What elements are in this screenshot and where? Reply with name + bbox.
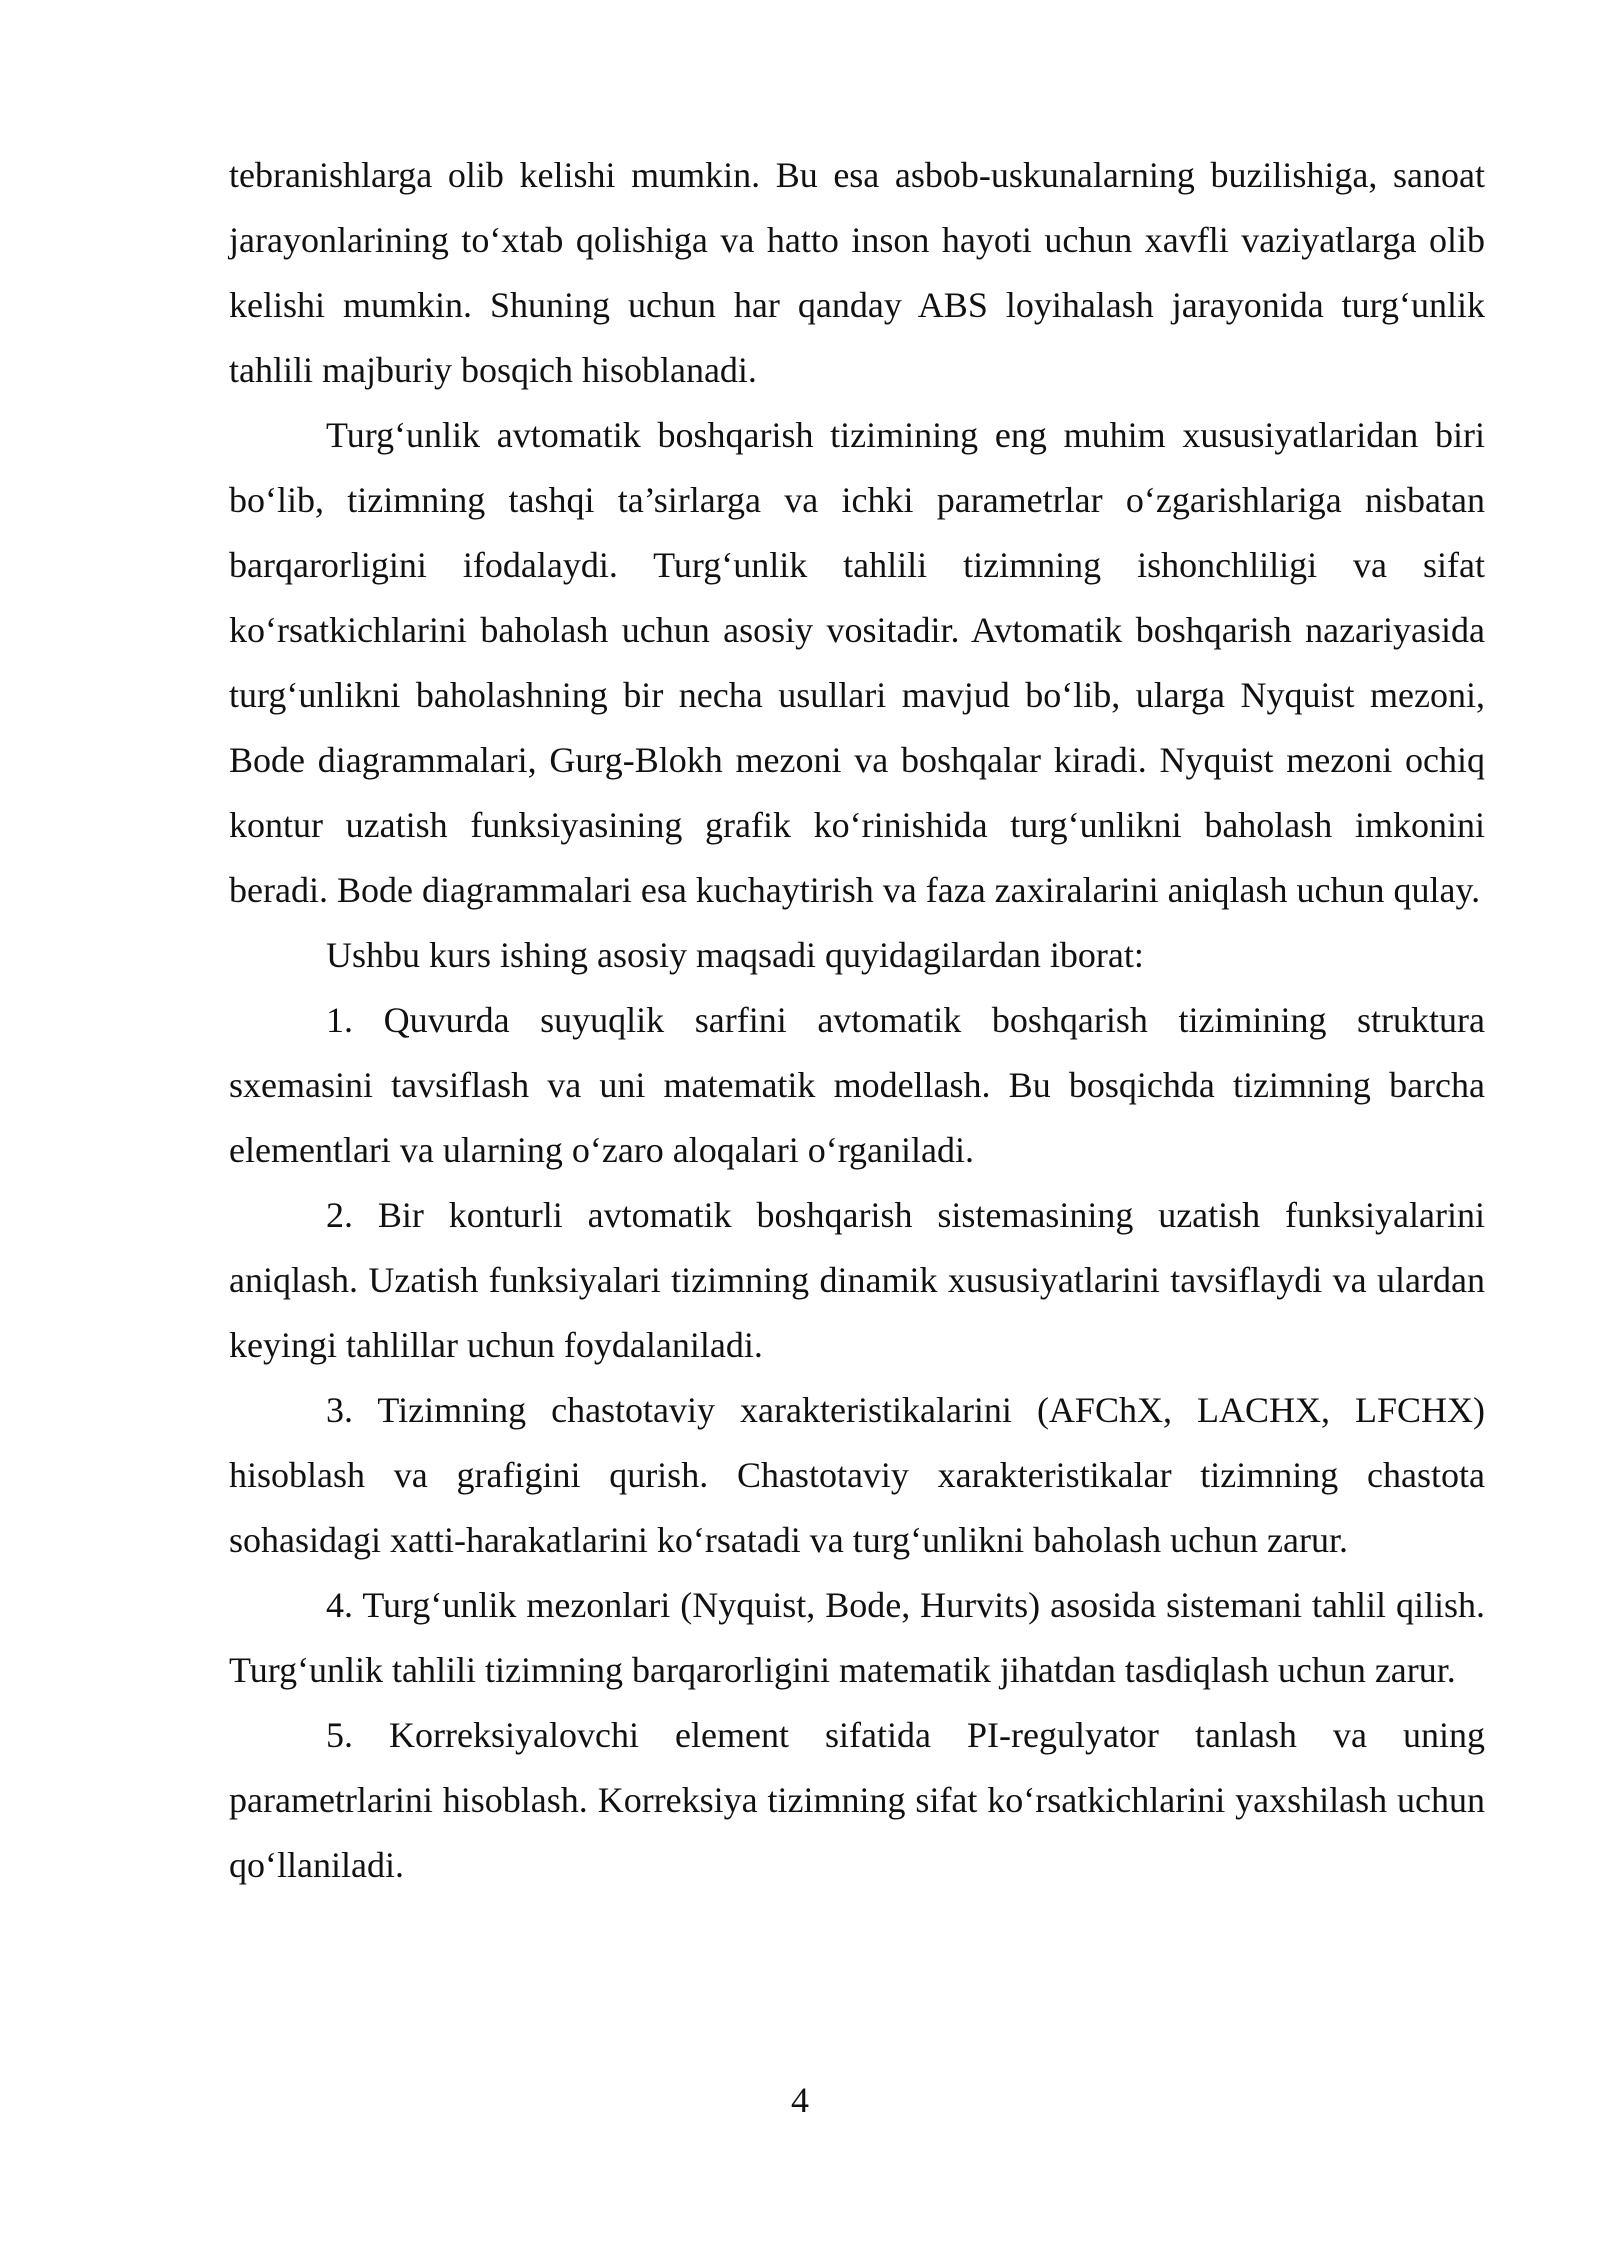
paragraph-stability-overview: Turg‘unlik avtomatik boshqarish tizimining eng muhim xususiyatlaridan biri bo‘lib, tizimning tashqi ta’sirlarga va ichki parametrlar o‘zgarishlariga nisbatan barqarorligini ifodalaydi. Turg‘unlik tahlili tizimning ishonchliligi va sifat ko‘rsatkichlarini baholash uchun asosiy vositadir. Avtomatik boshqarish nazariyasida turg‘unlikni baholashning bir necha usullari mavjud bo‘lib, ularga Nyquist mezoni, Bode diagrammalari, Gurg-Blokh mezoni va boshqalar kiradi. Nyquist mezoni ochiq kontur uzatish funksiyasining grafik ko‘rinishida turg‘unlikni baholash imkonini beradi. Bode diagrammalari esa kuchaytirish va faza zaxiralarini aniqlash uchun qulay. — [229, 415, 1485, 910]
list-item-goal-3: 3. Tizimning chastotaviy xarakteristikalarini (AFChX, LACHX, LFCHX) hisoblash va grafigini qurish. Chastotaviy xarakteristikalar tizimning chastota sohasidagi xatti-harakatlarini ko‘rsatadi va turg‘unlikni baholash uchun zarur. — [229, 1390, 1485, 1560]
list-item-goal-2: 2. Bir konturli avtomatik boshqarish sistemasining uzatish funksiyalarini aniqlash. Uzatish funksiyalari tizimning dinamik xususiyatlarini tavsiflaydi va ulardan keyingi tahlillar uchun foydalaniladi. — [229, 1195, 1485, 1365]
document-body — [229, 143, 1485, 1898]
list-item-goal-1: 1. Quvurda suyuqlik sarfini avtomatik boshqarish tizimining struktura sxemasini tavsiflash va uni matematik modellash. Bu bosqichda tizimning barcha elementlari va ularning o‘zaro aloqalari o‘rganiladi. — [229, 1000, 1485, 1170]
list-item-goal-4: 4. Turg‘unlik mezonlari (Nyquist, Bode, Hurvits) asosida sistemani tahlil qilish. Turg‘unlik tahlili tizimning barqarorligini matematik jihatdan tasdiqlash uchun zarur. — [229, 1585, 1485, 1690]
page-number: 4 — [791, 2080, 809, 2120]
paragraph-continuation: tebranishlarga olib kelishi mumkin. Bu esa asbob-uskunalarning buzilishiga, sanoat jarayonlarining to‘xtab qolishiga va hatto inson hayoti uchun xavfli vaziyatlarga olib kelishi mumkin. Shuning uchun har qanday ABS loyihalash jarayonida turg‘unlik tahlili majburiy bosqich hisoblanadi. — [229, 155, 1485, 390]
paragraph-goals-intro: Ushbu kurs ishing asosiy maqsadi quyidagilardan iborat: — [326, 935, 1144, 975]
list-item-goal-5: 5. Korreksiyalovchi element sifatida PI-regulyator tanlash va uning parametrlarini hisoblash. Korreksiya tizimning sifat ko‘rsatkichlarini yaxshilash uchun qo‘llaniladi. — [229, 1715, 1485, 1885]
